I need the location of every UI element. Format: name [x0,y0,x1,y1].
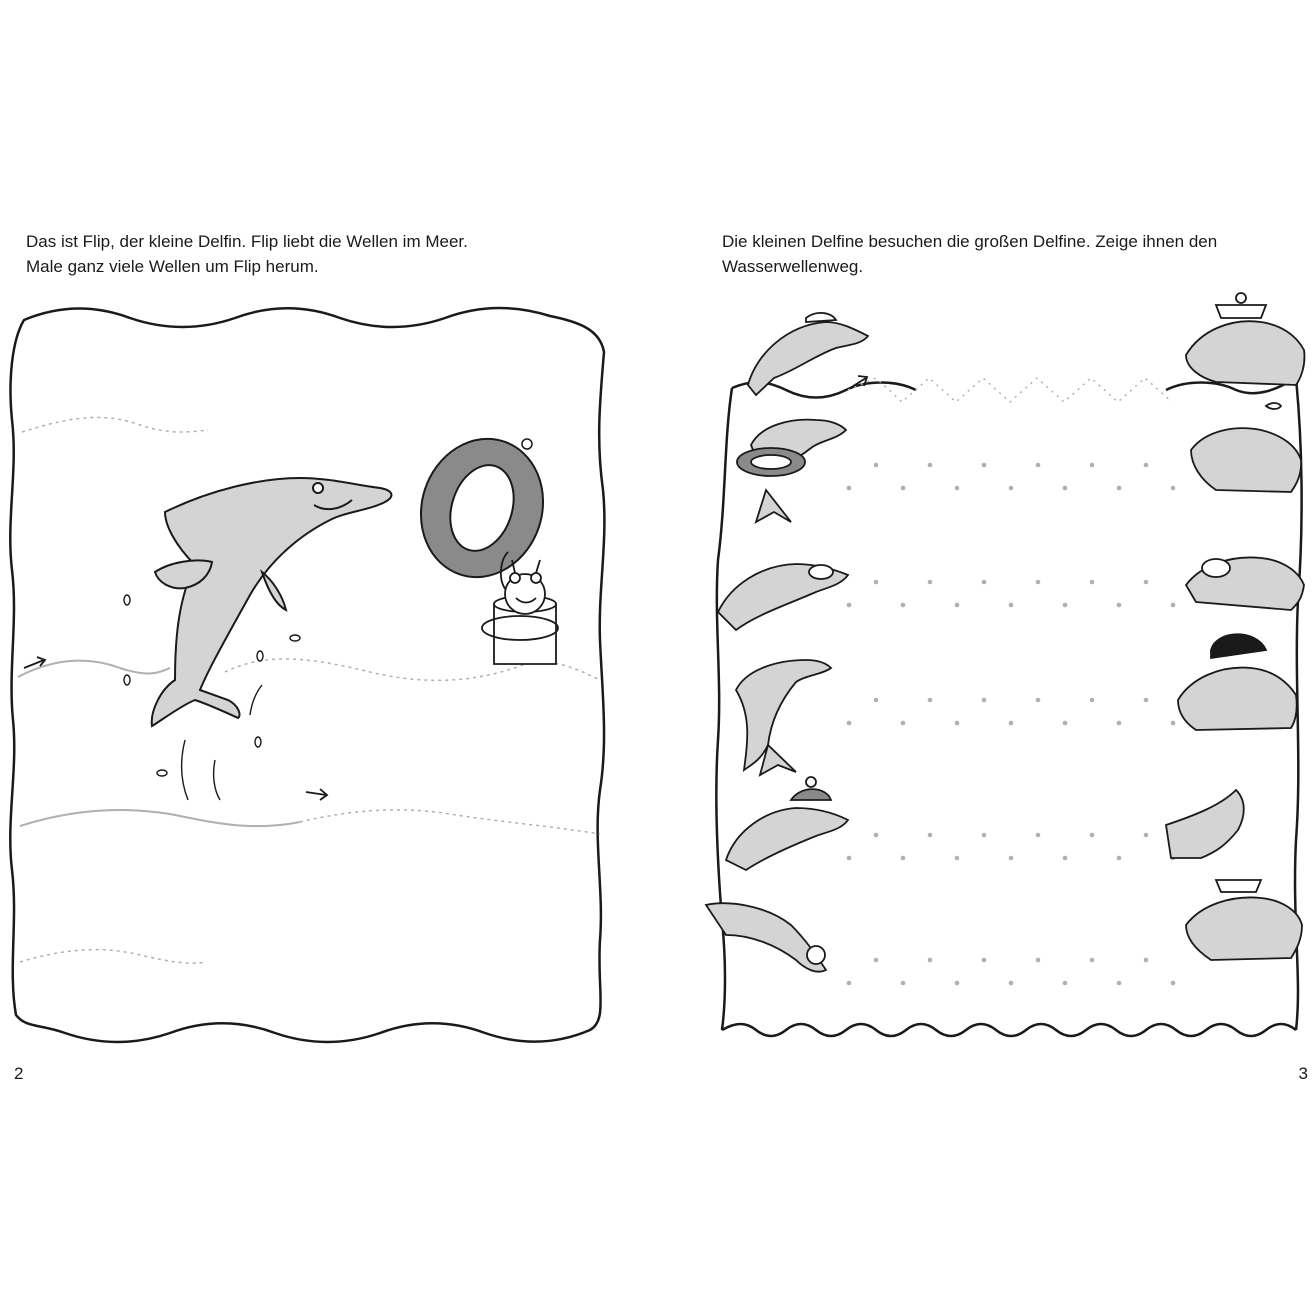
dotted-zigzag-guide [848,378,1172,402]
big-dolphin-snorkel [1186,557,1304,610]
dot-row-1 [847,463,1176,491]
big-dolphin-sailor-cap [1186,293,1304,385]
big-dolphin-diving-tail [1166,790,1244,858]
left-page-number: 2 [14,1064,24,1083]
right-page-number: 3 [1298,1064,1308,1083]
dot-row-2 [847,580,1176,608]
right-instruction-line2: Wasserwellenweg. [722,257,864,276]
left-instruction-line1: Das ist Flip, der kleine Delfin. Flip liebt die Wellen im Meer. [26,232,468,251]
small-dolphin-swim-ring [737,420,846,522]
right-worksheet-art [656,0,1313,1313]
dot-grid-guides [847,463,1176,986]
big-dolphin-fish [1191,403,1301,492]
dolphin-flip-illustration [152,478,392,726]
small-dolphin-sailor-cap [748,313,868,395]
right-instruction-line1: Die kleinen Delfine besuchen die großen Delfine. Zeige ihnen den [722,232,1218,251]
dot-row-5 [847,958,1176,986]
wave-guide-1 [22,417,208,432]
left-page [0,0,656,1313]
wave-guide-4 [20,950,206,964]
small-dolphin-bobble-hat [726,777,848,870]
wave-guide-3 [20,810,300,826]
dot-row-4 [847,833,1176,861]
wave-guide-3b [300,810,600,834]
dot-row-3 [847,698,1176,726]
big-dolphin-pirate [1178,634,1297,730]
small-dolphin-snorkel [718,564,848,630]
small-dolphin-leaping [736,660,831,775]
wave-guide-2 [18,661,170,677]
arrow-right-icon [306,789,327,800]
left-instruction-line2: Male ganz viele Wellen um Flip herum. [26,257,319,276]
right-page [656,0,1313,1313]
big-dolphins-column [1166,293,1304,960]
left-worksheet-art [0,0,656,1313]
big-dolphin-captain [1186,880,1302,960]
